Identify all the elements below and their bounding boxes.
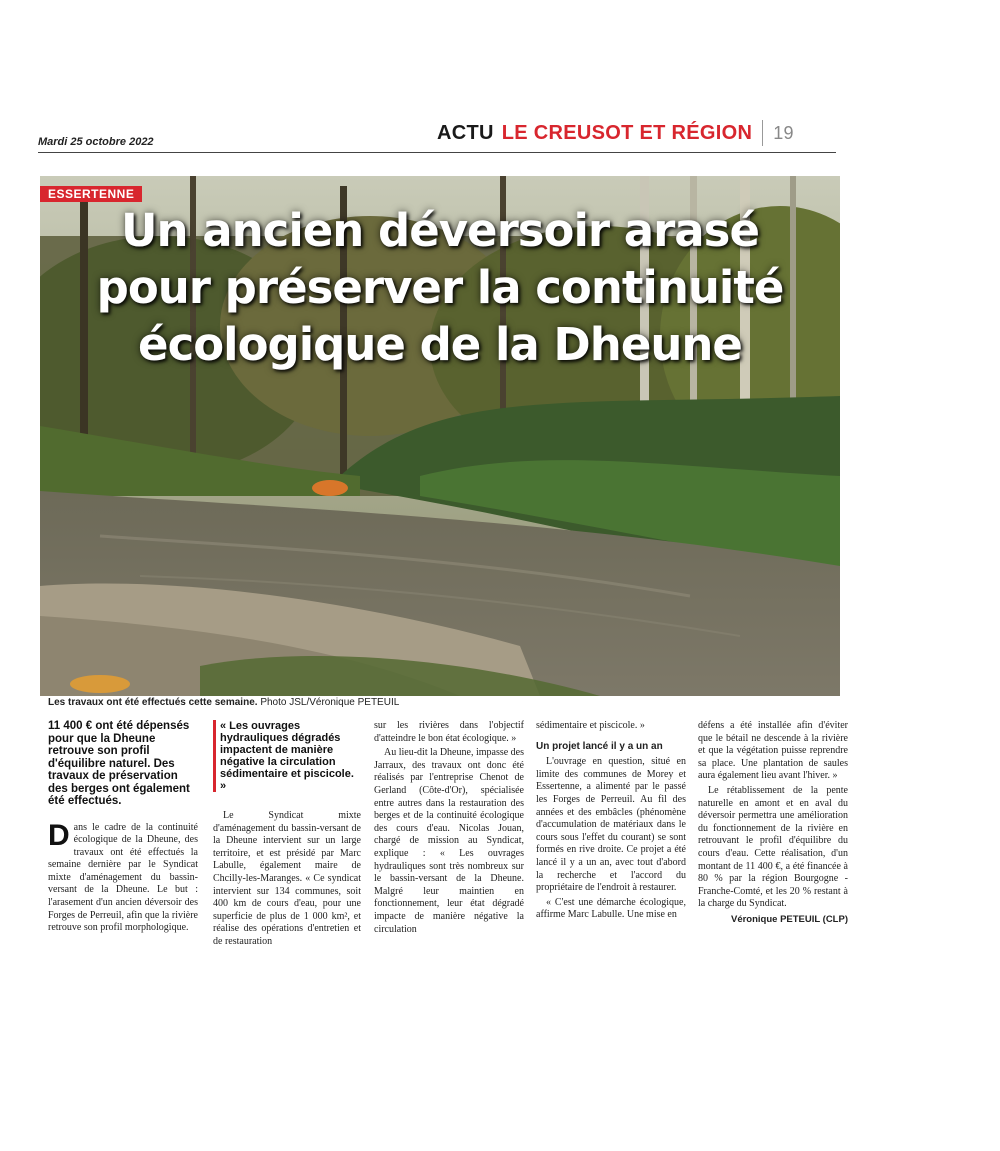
paragraph-text: ans le cadre de la continuité écologique de la Dheune, des travaux ont été effectués la semaine dernière par le Syndicat mixte d'aménagement du bassin-versant de la Dheune. Le but : l'arasement d'un ancien déversoir des Forges de Perreuil, afin que la rivière retrouve son profil morphologique.	[48, 821, 198, 934]
paragraph: sédimentaire et piscicole. »	[536, 720, 645, 731]
paragraph: Le rétablissement de la pente naturelle en amont et en aval du déversoir permettra une amélioration du fonctionnement de la rivière en retrouvant le profil d'équilibre du cours d'eau. Cette réalisation, d'un montant de 11 400 €, a été financée à 80 % par la région Bourgogne - Franche-Comté, et les 20 % restant à la charge du Syndicat.	[698, 784, 848, 910]
page-number: 19	[773, 122, 794, 143]
pull-quote: « Les ouvrages hydrauliques dégradés impactent de manière négative la circulation sédimentaire et piscicole. »	[213, 720, 361, 792]
photo-credit: Photo JSL/Véronique PETEUIL	[260, 697, 400, 708]
column-4	[536, 720, 686, 924]
caption-text: Les travaux ont été effectués cette semaine.	[48, 697, 258, 708]
column-3	[374, 720, 524, 938]
headline-line: pour préserver la continuité	[96, 261, 784, 314]
paragraph: défens a été installée afin d'éviter que le bétail ne descende à la rivière et que la végétation puisse reprendre sa place. Une plantation de saules aura également lieu avant l'hiver. »	[698, 720, 848, 782]
section-label: ACTU	[437, 121, 494, 144]
paragraph: Au lieu-dit la Dheune, impasse des Jarraux, des travaux ont donc été réalisés par l'entreprise Chenot de Gerland (Côte-d'Or), spécialisée entre autres dans la restauration des berges et de la continuité écologique des cours d'eau. Nicolas Jouan, chargé de mission au Syndicat, explique : « Les ouvrages hydrauliques sont très nombreux sur le bassin-versant de la Dheune. Malgré leur maintien en fonctionnement, leur état dégradé impacte de manière négative la circulation	[374, 747, 524, 935]
headline	[40, 202, 840, 373]
header-rule	[38, 152, 836, 153]
headline-line: Un ancien déversoir arasé	[121, 204, 759, 257]
paragraph: sur les rivières dans l'objectif d'atteindre le bon état écologique. »	[374, 720, 524, 744]
photo-caption	[48, 697, 399, 708]
header-separator	[762, 120, 763, 146]
headline-line: écologique de la Dheune	[138, 318, 742, 371]
article-photo	[40, 176, 840, 696]
paragraph	[48, 818, 198, 935]
issue-date: Mardi 25 octobre 2022	[38, 136, 154, 148]
drop-cap: D	[48, 818, 70, 852]
author-signature: Véronique PETEUIL (CLP)	[730, 913, 848, 925]
article-lead: 11 400 € ont été dépensés pour que la Dheune retrouve son profil d'équilibre naturel. Des travaux de préservation des berges ont également été effectués.	[48, 720, 190, 807]
paragraph: Le Syndicat mixte d'aménagement du bassin-versant de la Dheune intervient sur un large territoire, et est présidé par Marc Labulle, également maire de Chcilly-les-Maranges. « Ce syndicat intervient sur 134 communes, soit 400 km de cours d'eau, pour une superficie de plus de 1 000 km², et réalise des opérations d'entretien et de restauration	[213, 810, 361, 947]
column-5	[698, 720, 848, 927]
location-tag: ESSERTENNE	[40, 186, 142, 202]
column-2	[213, 720, 361, 951]
paragraph: L'ouvrage en question, situé en limite des communes de Morey et Essertenne, a alimenté par le passé les Forges de Perreuil. Au fil des années et des embâcles (phénomène d'accumulation de matériaux dans le cours sous l'effet du courant) se sont formés en rive droite. Ce projet a été lancé il y a un an, avec tout d'abord la recherche et l'accord du propriétaire de l'endroit à restaurer.	[536, 756, 686, 894]
paragraph: « C'est une démarche écologique, affirme Marc Labulle. Une mise en	[536, 896, 686, 921]
section-header	[437, 118, 794, 148]
region-label: LE CREUSOT ET RÉGION	[501, 121, 753, 144]
column-1	[48, 720, 198, 937]
subheading: Un projet lancé il y a un an	[536, 740, 663, 752]
